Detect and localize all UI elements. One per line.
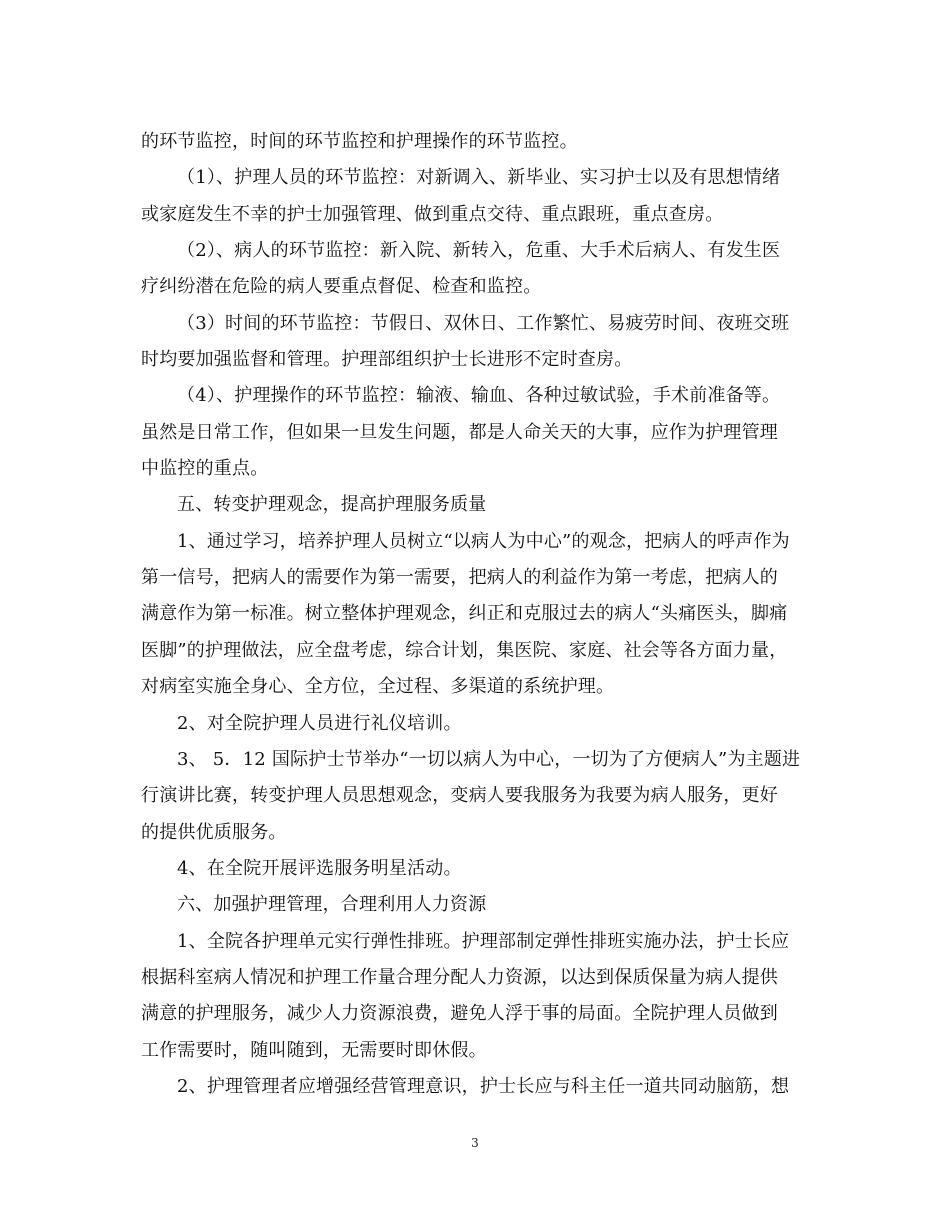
- text-line: 2、对全院护理人员进行礼仪培训。: [177, 712, 462, 734]
- section-heading: 六、加强护理管理，合理利用人力资源: [177, 894, 487, 916]
- text-line: 1、通过学习，培养护理人员树立“以病人为中心”的观念，把病人的呼声作为: [177, 530, 790, 552]
- text-line: 2、护理管理者应增强经营管理意识，护士长应与科主任一道共同动脑筋，想: [177, 1075, 790, 1097]
- text-line: 对病室实施全身心、全方位，全过程、多渠道的系统护理。: [141, 676, 615, 698]
- text-line: 1、全院各护理单元实行弹性排班。护理部制定弹性排班实施办法，护士长应: [177, 930, 790, 952]
- text-line: （1）、护理人员的环节监控：对新调入、新毕业、实习护士以及有思想情绪: [177, 167, 781, 189]
- text-line: 行演讲比赛，转变护理人员思想观念，变病人要我服务为我要为病人服务，更好: [141, 785, 778, 807]
- text-line: 的环节监控，时间的环节监控和护理操作的环节监控。: [141, 131, 578, 152]
- text-line: 满意作为第一标准。树立整体护理观念，纠正和克服过去的病人“头痛医头，脚痛: [141, 603, 788, 625]
- text-line: 第一信号，把病人的需要作为第一需要，把病人的利益作为第一考虑，把病人的: [141, 567, 778, 589]
- text-line: 时均要加强监督和管理。护理部组织护士长进形不定时查房。: [141, 349, 633, 371]
- text-line: 或家庭发生不幸的护士加强管理、做到重点交待、重点跟班，重点查房。: [141, 203, 724, 225]
- text-line: 工作需要时，随叫随到，无需要时即休假。: [141, 1039, 487, 1061]
- text-line: 4、在全院开展评选服务明星活动。: [177, 857, 462, 879]
- text-line: 医脚”的护理做法，应全盘考虑，综合计划，集医院、家庭、社会等各方面力量，: [141, 639, 788, 661]
- text-line: 满意的护理服务，减少人力资源浪费，避免人浮于事的局面。全院护理人员做到: [141, 1003, 778, 1025]
- text-line: 根据科室病人情况和护理工作量合理分配人力资源，以达到保质保量为病人提供: [141, 966, 778, 988]
- text-line: （2）、病人的环节监控：新入院、新转入，危重、大手术后病人、有发生医: [177, 240, 781, 262]
- text-line: （4）、护理操作的环节监控：输液、输血、各种过敏试验，手术前准备等。: [177, 385, 781, 407]
- text-line: （3）时间的环节监控：节假日、双休日、工作繁忙、易疲劳时间、夜班交班: [177, 312, 790, 334]
- page-number: 3: [471, 1136, 479, 1150]
- text-line: 的提供优质服务。: [141, 821, 287, 843]
- text-line: 3、 5．12 国际护士节举办“一切以病人为中心，一切为了方便病人”为主题进: [177, 748, 801, 770]
- text-line: 中监控的重点。: [141, 458, 269, 480]
- text-line: 疗纠纷潜在危险的病人要重点督促、检查和监控。: [141, 276, 542, 298]
- text-line: 虽然是日常工作，但如果一旦发生问题，都是人命关天的大事，应作为护理管理: [141, 421, 778, 443]
- body-text: [141, 124, 806, 1105]
- section-heading: 五、转变护理观念，提高护理服务质量: [177, 494, 487, 516]
